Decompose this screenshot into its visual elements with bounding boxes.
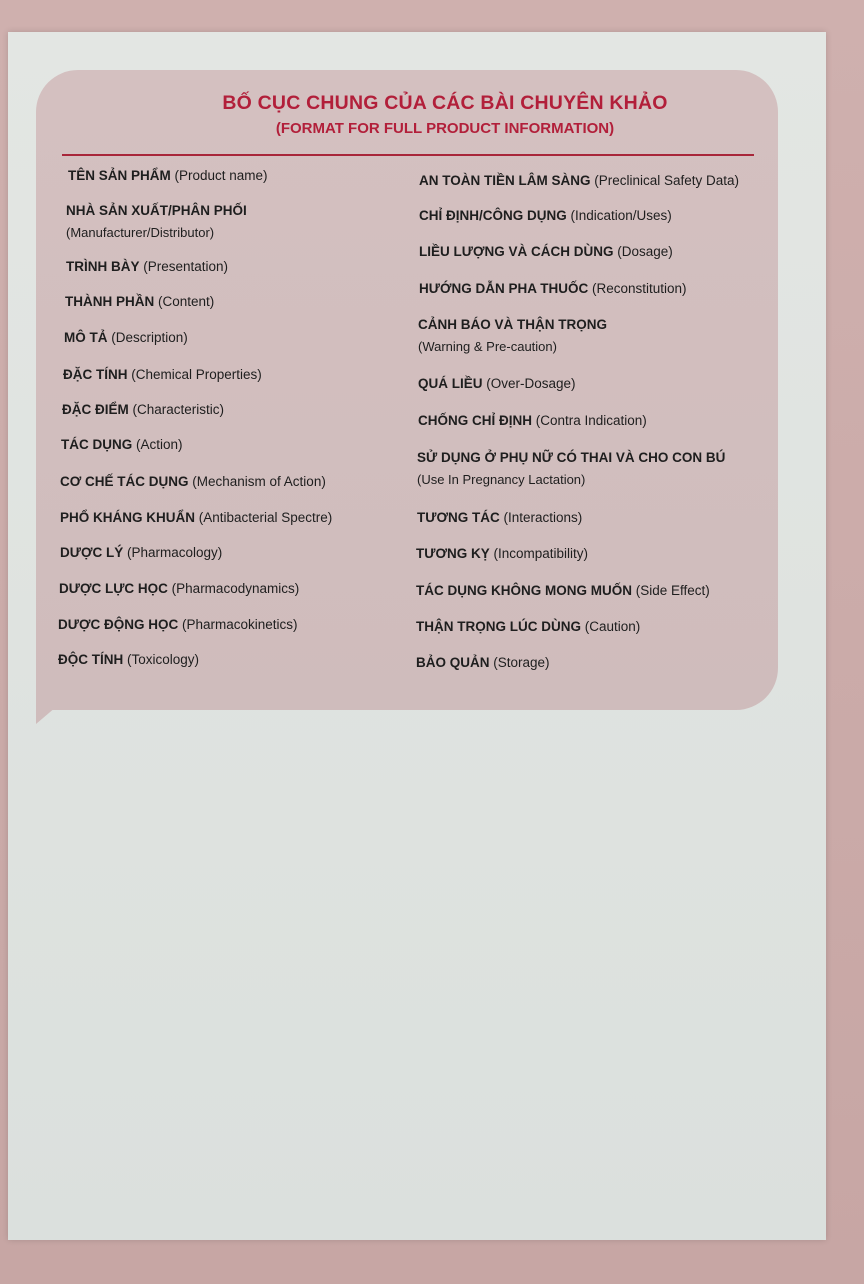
- section-name-vi: LIỀU LƯỢNG VÀ CÁCH DÙNG: [419, 244, 614, 259]
- left-column-item: [60, 542, 222, 564]
- section-name-en: (Storage): [489, 655, 550, 670]
- right-column-item: [419, 241, 673, 263]
- left-column-item: [66, 256, 228, 278]
- section-name-vi: TƯƠNG TÁC: [417, 510, 500, 525]
- section-name-en: (Pharmacokinetics): [178, 617, 298, 632]
- section-name-en: (Interactions): [499, 510, 583, 525]
- right-column-item: [416, 616, 640, 638]
- section-name-vi: NHÀ SẢN XUẤT/PHÂN PHỐI: [66, 203, 247, 218]
- left-column-item: [58, 614, 298, 636]
- section-name-vi: TRÌNH BÀY: [66, 259, 140, 274]
- section-name-vi: HƯỚNG DẪN PHA THUỐC: [419, 281, 589, 296]
- section-name-vi: ĐẶC ĐIỂM: [62, 402, 129, 417]
- section-name-en: (Chemical Properties): [127, 367, 262, 382]
- section-name-vi: CƠ CHẾ TÁC DỤNG: [60, 474, 189, 489]
- section-name-en: (Preclinical Safety Data): [590, 173, 740, 188]
- page-subtitle: (FORMAT FOR FULL PRODUCT INFORMATION): [275, 120, 615, 137]
- left-column-item: [64, 327, 188, 349]
- section-name-en: (Content): [154, 294, 215, 309]
- section-name-en: (Antibacterial Spectre): [195, 510, 333, 525]
- section-name-vi: TÊN SẢN PHẨM: [68, 168, 171, 183]
- section-name-vi: TÁC DỤNG: [61, 437, 133, 452]
- section-name-en: (Action): [132, 437, 183, 452]
- page-title: BỐ CỤC CHUNG CỦA CÁC BÀI CHUYÊN KHẢO: [222, 92, 668, 114]
- section-name-en: (Contra Indication): [532, 413, 647, 428]
- left-column-item: [63, 364, 262, 386]
- right-column-item: [419, 170, 739, 192]
- section-name-en: (Characteristic): [128, 402, 225, 417]
- left-column-item: [61, 434, 183, 456]
- section-name-vi: PHỔ KHÁNG KHUẨN: [60, 510, 195, 525]
- section-name-vi: DƯỢC LỰC HỌC: [59, 581, 168, 596]
- section-name-en: (Product name): [170, 168, 268, 183]
- left-column-item: [60, 507, 332, 529]
- section-name-vi: MÔ TẢ: [64, 330, 108, 345]
- section-name-vi: DƯỢC LÝ: [60, 545, 124, 560]
- section-name-vi: THÀNH PHẦN: [65, 294, 155, 309]
- section-name-en: (Caution): [581, 619, 641, 634]
- right-column-item: [418, 410, 647, 432]
- section-name-vi: ĐỘC TÍNH: [58, 652, 124, 667]
- section-name-en: (Toxicology): [123, 652, 200, 667]
- section-name-en: (Pharmacodynamics): [167, 581, 300, 596]
- left-column-item: [65, 291, 214, 313]
- section-name-en: (Manufacturer/Distributor): [66, 225, 215, 240]
- right-column-item: [419, 278, 687, 300]
- title-divider: [62, 154, 754, 156]
- section-name-vi: QUÁ LIỀU: [418, 376, 483, 391]
- section-name-en: (Side Effect): [632, 583, 710, 598]
- right-column-item: [416, 543, 588, 565]
- right-column-item: [417, 507, 582, 529]
- right-column-item: [418, 373, 576, 395]
- section-name-en: (Incompatibility): [489, 546, 588, 561]
- left-column-item: [59, 578, 299, 600]
- left-column-item: [58, 649, 199, 671]
- right-column-item: [417, 447, 725, 491]
- left-column-item: [62, 399, 224, 421]
- section-name-vi: CẢNH BÁO VÀ THẬN TRỌNG: [418, 317, 607, 332]
- section-name-vi: AN TOÀN TIỀN LÂM SÀNG: [419, 173, 591, 188]
- section-name-vi: BẢO QUẢN: [416, 655, 490, 670]
- section-name-en: (Description): [107, 330, 188, 345]
- section-name-vi: TƯƠNG KỴ: [416, 546, 490, 561]
- right-column-item: [419, 205, 672, 227]
- section-name-en: (Use In Pregnancy Lactation): [417, 472, 586, 487]
- section-name-en: (Dosage): [613, 244, 673, 259]
- right-column-item: [416, 580, 710, 602]
- section-name-en: (Over-Dosage): [482, 376, 576, 391]
- right-column-item: [416, 652, 550, 674]
- section-name-en: (Warning & Pre-caution): [418, 339, 557, 354]
- section-name-vi: THẬN TRỌNG LÚC DÙNG: [416, 619, 581, 634]
- left-column-item: [66, 200, 247, 244]
- section-name-vi: ĐẶC TÍNH: [63, 367, 128, 382]
- section-name-vi: TÁC DỤNG KHÔNG MONG MUỐN: [416, 583, 632, 598]
- section-name-vi: DƯỢC ĐỘNG HỌC: [58, 617, 179, 632]
- section-name-vi: SỬ DỤNG Ở PHỤ NỮ CÓ THAI VÀ CHO CON BÚ: [417, 450, 726, 465]
- section-name-en: (Reconstitution): [588, 281, 687, 296]
- section-name-en: (Presentation): [139, 259, 229, 274]
- section-name-en: (Pharmacology): [123, 545, 223, 560]
- section-name-vi: CHỐNG CHỈ ĐỊNH: [418, 413, 532, 428]
- section-name-en: (Indication/Uses): [566, 208, 672, 223]
- left-column-item: [60, 471, 326, 493]
- section-name-vi: CHỈ ĐỊNH/CÔNG DỤNG: [419, 208, 567, 223]
- section-name-en: (Mechanism of Action): [188, 474, 326, 489]
- left-column-item: [68, 165, 268, 187]
- right-column-item: [418, 314, 607, 358]
